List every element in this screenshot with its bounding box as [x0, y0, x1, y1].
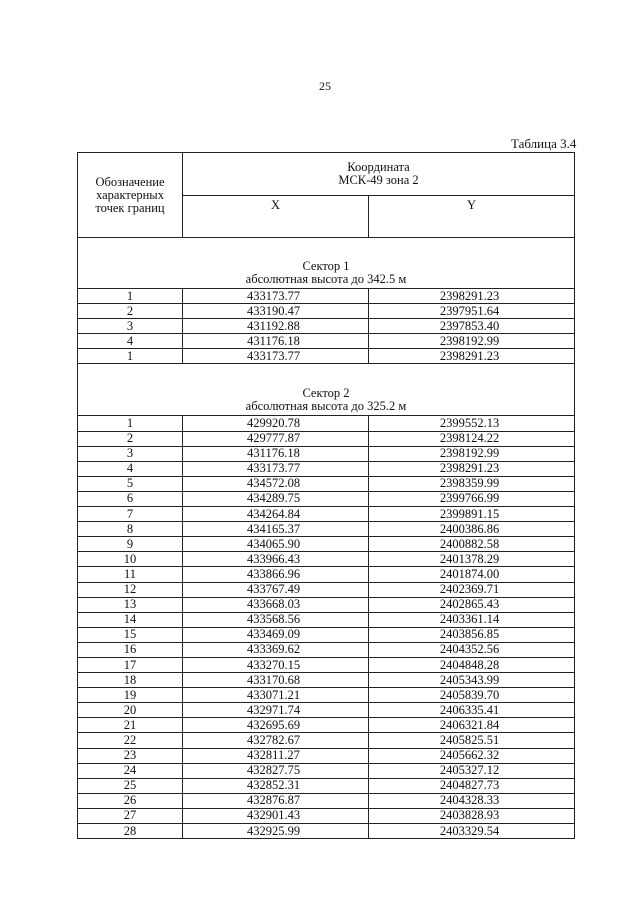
y-coordinate: 2402865.43: [369, 597, 575, 612]
y-coordinate: 2403828.93: [369, 808, 575, 823]
sector-title-line: Сектор 2: [302, 386, 350, 401]
point-number: 11: [78, 567, 183, 582]
point-label-header-line: Обозначение: [95, 174, 165, 189]
point-number: 16: [78, 642, 183, 657]
point-number: 2: [78, 431, 183, 446]
header-row: [78, 153, 575, 196]
point-number: 7: [78, 507, 183, 522]
point-number: 15: [78, 627, 183, 642]
y-column-header: Y: [369, 196, 575, 238]
table-row: [78, 673, 575, 688]
table-row: [78, 461, 575, 476]
y-coordinate: 2398291.23: [369, 289, 575, 304]
y-coordinate: 2399552.13: [369, 416, 575, 431]
y-coordinate: 2398291.23: [369, 349, 575, 364]
point-number: 21: [78, 718, 183, 733]
x-coordinate: 434572.08: [183, 476, 369, 491]
y-coordinate: 2404827.73: [369, 778, 575, 793]
x-coordinate: 434065.90: [183, 537, 369, 552]
x-coordinate: 433369.62: [183, 642, 369, 657]
y-coordinate: 2398124.22: [369, 431, 575, 446]
point-number: 14: [78, 612, 183, 627]
point-number: 28: [78, 824, 183, 839]
sector-title: [78, 364, 575, 416]
x-coordinate: 434264.84: [183, 507, 369, 522]
table-row: [78, 703, 575, 718]
table-row: [78, 824, 575, 839]
y-coordinate: 2404848.28: [369, 657, 575, 672]
table-row: [78, 748, 575, 763]
point-number: 24: [78, 763, 183, 778]
x-coordinate: 429777.87: [183, 431, 369, 446]
point-label-header-line: точек границ: [95, 200, 165, 215]
table-row: [78, 627, 575, 642]
y-coordinate: 2405839.70: [369, 688, 575, 703]
table-row: [78, 597, 575, 612]
point-number: 1: [78, 416, 183, 431]
sector-title: [78, 238, 575, 289]
point-number: 2: [78, 304, 183, 319]
page-number: 25: [319, 79, 331, 93]
y-coordinate: 2406335.41: [369, 703, 575, 718]
point-number: 27: [78, 808, 183, 823]
sector-title-row: [78, 364, 575, 416]
y-coordinate: 2398359.99: [369, 476, 575, 491]
x-coordinate: 429920.78: [183, 416, 369, 431]
coordinate-header-line: Координата: [347, 160, 410, 174]
y-coordinate: 2401378.29: [369, 552, 575, 567]
x-coordinate: 432925.99: [183, 824, 369, 839]
table-row: [78, 763, 575, 778]
point-number: 17: [78, 657, 183, 672]
point-number: 9: [78, 537, 183, 552]
y-coordinate: 2398291.23: [369, 461, 575, 476]
table-row: [78, 793, 575, 808]
table-row: [78, 522, 575, 537]
x-coordinate: 433668.03: [183, 597, 369, 612]
x-coordinate: 432811.27: [183, 748, 369, 763]
table-row: [78, 657, 575, 672]
x-coordinate: 433190.47: [183, 304, 369, 319]
y-coordinate: 2405327.12: [369, 763, 575, 778]
table-row: [78, 289, 575, 304]
table-caption: Таблица 3.4: [511, 136, 577, 151]
y-coordinate: 2406321.84: [369, 718, 575, 733]
coordinate-header-line: МСК-49 зона 2: [338, 173, 419, 187]
point-number: 18: [78, 673, 183, 688]
point-number: 10: [78, 552, 183, 567]
x-coordinate: 432852.31: [183, 778, 369, 793]
x-coordinate: 433866.96: [183, 567, 369, 582]
table-row: [78, 416, 575, 431]
x-coordinate: 431192.88: [183, 319, 369, 334]
point-number: 20: [78, 703, 183, 718]
point-number: 3: [78, 319, 183, 334]
x-column-header: X: [183, 196, 369, 238]
x-coordinate: 433966.43: [183, 552, 369, 567]
y-coordinate: 2404328.33: [369, 793, 575, 808]
x-coordinate: 433568.56: [183, 612, 369, 627]
sector-title-row: [78, 238, 575, 289]
y-coordinate: 2400882.58: [369, 537, 575, 552]
x-coordinate: 432695.69: [183, 718, 369, 733]
x-coordinate: 433173.77: [183, 349, 369, 364]
table-row: [78, 319, 575, 334]
x-coordinate: 433173.77: [183, 461, 369, 476]
table-row: [78, 688, 575, 703]
table-row: [78, 349, 575, 364]
table-row: [78, 537, 575, 552]
point-number: 3: [78, 446, 183, 461]
table-row: [78, 446, 575, 461]
point-label-header: [78, 153, 183, 238]
table-row: [78, 567, 575, 582]
point-number: 4: [78, 334, 183, 349]
y-coordinate: 2403329.54: [369, 824, 575, 839]
x-coordinate: 432827.75: [183, 763, 369, 778]
table-row: [78, 304, 575, 319]
y-coordinate: 2398192.99: [369, 334, 575, 349]
y-coordinate: 2397951.64: [369, 304, 575, 319]
point-number: 5: [78, 476, 183, 491]
table-row: [78, 778, 575, 793]
sector-title-line: абсолютная высота до 342.5 м: [245, 272, 407, 286]
point-number: 6: [78, 491, 183, 506]
point-number: 25: [78, 778, 183, 793]
point-number: 13: [78, 597, 183, 612]
table-row: [78, 334, 575, 349]
y-coordinate: 2405343.99: [369, 673, 575, 688]
x-coordinate: 431176.18: [183, 446, 369, 461]
point-number: 26: [78, 793, 183, 808]
y-coordinate: 2400386.86: [369, 522, 575, 537]
x-coordinate: 433170.68: [183, 673, 369, 688]
x-coordinate: 434289.75: [183, 491, 369, 506]
point-number: 1: [78, 349, 183, 364]
x-coordinate: 433173.77: [183, 289, 369, 304]
point-number: 19: [78, 688, 183, 703]
y-coordinate: 2404352.56: [369, 642, 575, 657]
x-coordinate: 433270.15: [183, 657, 369, 672]
x-coordinate: 432971.74: [183, 703, 369, 718]
table-row: [78, 491, 575, 506]
table-row: [78, 612, 575, 627]
x-coordinate: 433469.09: [183, 627, 369, 642]
point-number: 1: [78, 289, 183, 304]
y-coordinate: 2397853.40: [369, 319, 575, 334]
x-coordinate: 432782.67: [183, 733, 369, 748]
y-coordinate: 2402369.71: [369, 582, 575, 597]
x-coordinate: 433767.49: [183, 582, 369, 597]
table-row: [78, 552, 575, 567]
y-coordinate: 2405662.32: [369, 748, 575, 763]
x-coordinate: 432876.87: [183, 793, 369, 808]
table-row: [78, 808, 575, 823]
x-coordinate: 434165.37: [183, 522, 369, 537]
sector-title-line: абсолютная высота до 325.2 м: [245, 399, 407, 414]
table-row: [78, 507, 575, 522]
point-number: 23: [78, 748, 183, 763]
y-coordinate: 2399891.15: [369, 507, 575, 522]
y-coordinate: 2401874.00: [369, 567, 575, 582]
y-coordinate: 2403361.14: [369, 612, 575, 627]
coordinates-table: [77, 152, 575, 839]
y-coordinate: 2399766.99: [369, 491, 575, 506]
point-number: 22: [78, 733, 183, 748]
table-row: [78, 642, 575, 657]
table-row: [78, 718, 575, 733]
table-row: [78, 476, 575, 491]
y-coordinate: 2398192.99: [369, 446, 575, 461]
point-number: 12: [78, 582, 183, 597]
point-label-header-line: характерных: [96, 187, 164, 202]
point-number: 4: [78, 461, 183, 476]
x-coordinate: 431176.18: [183, 334, 369, 349]
table-row: [78, 733, 575, 748]
y-coordinate: 2405825.51: [369, 733, 575, 748]
sector-title-line: Сектор 1: [302, 259, 350, 273]
table-row: [78, 431, 575, 446]
y-coordinate: 2403856.85: [369, 627, 575, 642]
point-number: 8: [78, 522, 183, 537]
x-coordinate: 433071.21: [183, 688, 369, 703]
x-coordinate: 432901.43: [183, 808, 369, 823]
table-row: [78, 582, 575, 597]
coordinate-header: [183, 153, 575, 196]
